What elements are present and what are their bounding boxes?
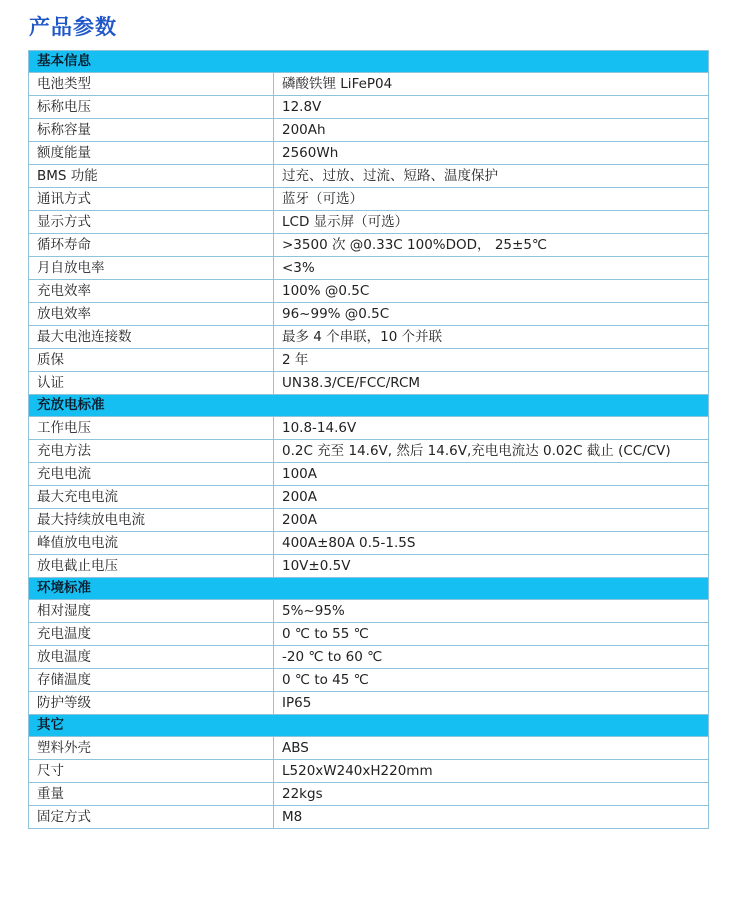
spec-label: 质保 xyxy=(29,349,274,372)
table-row xyxy=(29,737,709,760)
spec-value: 200A xyxy=(274,486,709,509)
table-row xyxy=(29,372,709,395)
spec-value: 22kgs xyxy=(274,783,709,806)
section-header-row xyxy=(29,395,709,417)
spec-label: 循环寿命 xyxy=(29,234,274,257)
spec-value: UN38.3/CE/FCC/RCM xyxy=(274,372,709,395)
spec-label: 放电截止电压 xyxy=(29,555,274,578)
section-heading: 其它 xyxy=(29,715,709,737)
table-row xyxy=(29,532,709,555)
spec-value: 2560Wh xyxy=(274,142,709,165)
spec-value: >3500 次 @0.33C 100%DOD， 25±5℃ xyxy=(274,234,709,257)
table-row xyxy=(29,349,709,372)
table-row xyxy=(29,96,709,119)
spec-label: 额度能量 xyxy=(29,142,274,165)
spec-label: 放电效率 xyxy=(29,303,274,326)
table-row xyxy=(29,760,709,783)
spec-label: 重量 xyxy=(29,783,274,806)
spec-value: -20 ℃ to 60 ℃ xyxy=(274,646,709,669)
table-row xyxy=(29,417,709,440)
table-row xyxy=(29,234,709,257)
spec-label: 固定方式 xyxy=(29,806,274,829)
spec-label: 月自放电率 xyxy=(29,257,274,280)
spec-label: 认证 xyxy=(29,372,274,395)
section-heading: 基本信息 xyxy=(29,51,709,73)
spec-value: <3% xyxy=(274,257,709,280)
table-row xyxy=(29,486,709,509)
spec-value: 100% @0.5C xyxy=(274,280,709,303)
page-title: 产品参数 xyxy=(29,15,117,39)
spec-label: 充电温度 xyxy=(29,623,274,646)
spec-value: 96~99% @0.5C xyxy=(274,303,709,326)
spec-label: 显示方式 xyxy=(29,211,274,234)
table-row xyxy=(29,555,709,578)
spec-value: 200A xyxy=(274,509,709,532)
spec-value: M8 xyxy=(274,806,709,829)
spec-label: 最大持续放电电流 xyxy=(29,509,274,532)
spec-value: 蓝牙（可选） xyxy=(274,188,709,211)
spec-value: 磷酸铁锂 LiFeP04 xyxy=(274,73,709,96)
table-row xyxy=(29,669,709,692)
spec-label: 存储温度 xyxy=(29,669,274,692)
spec-value: 5%~95% xyxy=(274,600,709,623)
table-row xyxy=(29,73,709,96)
spec-label: 最大充电电流 xyxy=(29,486,274,509)
spec-table-body xyxy=(29,51,709,829)
table-row xyxy=(29,646,709,669)
spec-value: 2 年 xyxy=(274,349,709,372)
spec-label: 尺寸 xyxy=(29,760,274,783)
table-row xyxy=(29,303,709,326)
spec-label: BMS 功能 xyxy=(29,165,274,188)
spec-label: 最大电池连接数 xyxy=(29,326,274,349)
table-row xyxy=(29,188,709,211)
spec-value: 最多 4 个串联，10 个并联 xyxy=(274,326,709,349)
table-row xyxy=(29,509,709,532)
spec-value: 400A±80A 0.5-1.5S xyxy=(274,532,709,555)
spec-table xyxy=(28,50,709,829)
table-row xyxy=(29,783,709,806)
section-heading: 环境标准 xyxy=(29,578,709,600)
spec-value: L520xW240xH220mm xyxy=(274,760,709,783)
table-row xyxy=(29,280,709,303)
spec-label: 相对湿度 xyxy=(29,600,274,623)
spec-value: 100A xyxy=(274,463,709,486)
spec-value: 0 ℃ to 55 ℃ xyxy=(274,623,709,646)
section-header-row xyxy=(29,51,709,73)
spec-value: IP65 xyxy=(274,692,709,715)
spec-label: 放电温度 xyxy=(29,646,274,669)
section-header-row xyxy=(29,578,709,600)
table-row xyxy=(29,326,709,349)
table-row xyxy=(29,257,709,280)
spec-label: 标称容量 xyxy=(29,119,274,142)
spec-value: 12.8V xyxy=(274,96,709,119)
spec-label: 工作电压 xyxy=(29,417,274,440)
spec-label: 充电方法 xyxy=(29,440,274,463)
section-heading: 充放电标准 xyxy=(29,395,709,417)
spec-value: 过充、过放、过流、短路、温度保护 xyxy=(274,165,709,188)
table-row xyxy=(29,692,709,715)
spec-label: 防护等级 xyxy=(29,692,274,715)
table-row xyxy=(29,463,709,486)
spec-value: 10V±0.5V xyxy=(274,555,709,578)
spec-label: 标称电压 xyxy=(29,96,274,119)
spec-label: 塑料外壳 xyxy=(29,737,274,760)
table-row xyxy=(29,806,709,829)
table-row xyxy=(29,211,709,234)
spec-label: 充电效率 xyxy=(29,280,274,303)
table-row xyxy=(29,600,709,623)
table-row xyxy=(29,440,709,463)
table-row xyxy=(29,623,709,646)
spec-label: 通讯方式 xyxy=(29,188,274,211)
spec-value: 0 ℃ to 45 ℃ xyxy=(274,669,709,692)
spec-value: LCD 显示屏（可选） xyxy=(274,211,709,234)
spec-value: ABS xyxy=(274,737,709,760)
spec-label: 峰值放电电流 xyxy=(29,532,274,555)
spec-label: 电池类型 xyxy=(29,73,274,96)
section-header-row xyxy=(29,715,709,737)
table-row xyxy=(29,119,709,142)
spec-value: 200Ah xyxy=(274,119,709,142)
table-row xyxy=(29,142,709,165)
spec-value: 10.8-14.6V xyxy=(274,417,709,440)
table-row xyxy=(29,165,709,188)
spec-label: 充电电流 xyxy=(29,463,274,486)
spec-value: 0.2C 充至 14.6V, 然后 14.6V,充电电流达 0.02C 截止 (CC/CV) xyxy=(274,440,709,463)
